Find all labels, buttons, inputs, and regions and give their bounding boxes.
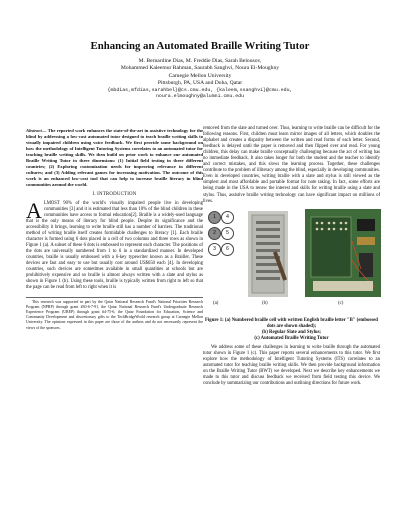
tutor-board-illustration: [305, 209, 381, 297]
figure-caption: [203, 318, 380, 342]
caption-line-3: (c) Automated Braille Writing Tutor: [254, 335, 329, 341]
drop-cap: A: [26, 197, 42, 223]
braille-dot-2: 2: [208, 227, 221, 240]
funding-footnote: This research was supported in part by the Qatar National Research Fund's National Priorities Research Program (NPRP) through grant #30-6-7-91, the Qatar National Research Fund's Undergraduate Research Experience Program (UREP) through grant #4-75-6, the Qatar Foundation for Education, Science and Community Development and discretionary gifts to the TechBridgeWorld research group at Carnegie Mellon University. The opinions expressed in this paper are those of the authors and do not necessarily represent the views of the sponsors.: [26, 297, 203, 330]
subfigure-label-c: (c): [338, 300, 344, 306]
paper-header: [0, 40, 400, 101]
abstract-lead: Abstract: [26, 128, 42, 133]
intro-continued: removed from the slate and turned over. Thus, learning to write braille can be difficult for the following reasons. First, children must learn mirror images of all letters, which doubles the alphabet and creates a disparity between the written and read forms of each letter. Second, feedback is delayed until the paper is removed and then flipped over and read. For young children, this delay can make braille conceptually challenging because the act of writing has no immediate feedback. It also takes longer for both the student and the teacher to identify and correct mistakes, and this slows the learning process. Together, these challenges contribute to the problem of illiteracy among the blind, especially in developing communities. Even in developed countries, writing braille with a slate and stylus is still viewed as the simplest and most affordable and portable format for note taking. In fact, some efforts are being made in the USA to renew the interest and skills for writing braille using a slate and stylus. Thus, assistive braille writing technology can have significant impact on millions of lives.: [203, 126, 380, 204]
email-line-2: noura.elmoughny@alumni.cmu.edu: [155, 94, 245, 100]
slate-illustration: [248, 211, 288, 297]
author-line-1: M. Bernardine Dias, M. Freddie Dias, Sarah Belousov,: [138, 58, 262, 64]
intro-text: LMOST 90% of the world's visually impaired people live in developing communities [3] and it is estimated that less than 10% of the blind children in these communities have access to formal education[2]. Braille is a widely-used language that is the only means of literacy for blind people. Despite its significance and the accessibility it brings, learning to write braille still has a number of barriers. The traditional method of writing braille itself creates formidable challenges to literacy [1]. Each braille character is formed using 6 dots placed in a cell of two columns and three rows as shown in Figure 1 (a). A subset of these 6 dots is embossed to represent each character. The positions of the dots are universally numbered from 1 to 6 in a standardized manner. In developed countries, braille is usually embossed with a 6-key typewriter known as a Brailler. These devices are fast and easy to use but usually cost around US$650 each [4]. In developing countries, such devices are sometimes available in small quantities at schools but are prohibitively expensive and so braille is almost always written with a slate and stylus as shown in Figure 1 (b). Using these tools, braille is typically written from right to left so that the page can be read from left to right when it is: [26, 200, 203, 291]
braille-dot-6: 6: [221, 243, 234, 256]
right-column: [203, 126, 380, 387]
braille-cell-diagram: [208, 209, 232, 297]
author-line-2: Mohammed Kaleemur Rahman, Saurabh Sanghvi, Noura El-Moughny: [120, 65, 280, 72]
caption-line-2: (b) Regular Slate and Stylus;: [261, 329, 322, 335]
braille-writing-tutor-photo: [305, 209, 381, 297]
slate-and-stylus-photo: [248, 211, 288, 297]
paper-title: Enhancing an Automated Braille Writing Tutor: [90, 40, 310, 52]
contributions-paragraph: We address some of these challenges in learning to write braille through the automated tutor shown in Figure 1 (c). This paper reports several enhancements to this tutor. We first explore how the methodology of Intelligent Tutoring Systems (ITS) correlates to an automated tutor for teaching braille writing skills. We then provide background information on the Braille Writing Tutor (BWT) we developed. Next we describe key enhancements we made to this tutor and discuss feedback we received from field testing this device. We conclude by summarizing our contributions and outlining directions for future work.: [203, 344, 380, 386]
abstract-text: — The reported work enhances the state-of-the-art in assistive technology for the blind by addressing a low-cost automated tutor designed to teach braille writing skills to visually impaired children using voice feedback. We first provide some background on how the methodology of Intelligent Tutoring Systems correlates to an automated tutor for teaching braille writing skills. We then build on prior work to enhance our automated Braille Writing Tutor in three dimensions: (1) Initial field testing in three different countries; (2) Exploring customization needs for improving relevance in different cultures; and (3) Adding relevant games for increasing motivation. The outcome of this work is an enhanced low-cost tool that can help to increase braille literacy in blind communities around the world.: [26, 128, 203, 187]
section-heading-introduction: I. INTRODUCTION: [92, 191, 137, 197]
braille-dot-3: 3: [208, 243, 221, 256]
braille-dot-5: 5: [221, 227, 234, 240]
caption-line-1: Figure 1: (a) Numbered braille cell with written English braille letter "B" (embossed dots are shown shaded);: [205, 317, 378, 329]
braille-dot-4: 4: [221, 211, 234, 224]
email-line-1: {mbdias,mfdias,sarahbel}@cs.cmu.edu, {kaleem,ssanghvi}@cmu.edu,: [107, 87, 293, 93]
location: Pittsburgh, PA, USA and Doha, Qatar: [157, 80, 243, 87]
abstract: [26, 128, 203, 188]
subfigure-label-b: (b): [262, 300, 268, 306]
figure-1: [203, 209, 380, 316]
left-column: [26, 128, 203, 331]
affiliation: Carnegie Mellon University: [168, 72, 232, 79]
subfigure-label-a: (a): [213, 300, 219, 306]
intro-paragraph: [26, 197, 203, 292]
braille-dot-1: 1: [208, 211, 221, 224]
